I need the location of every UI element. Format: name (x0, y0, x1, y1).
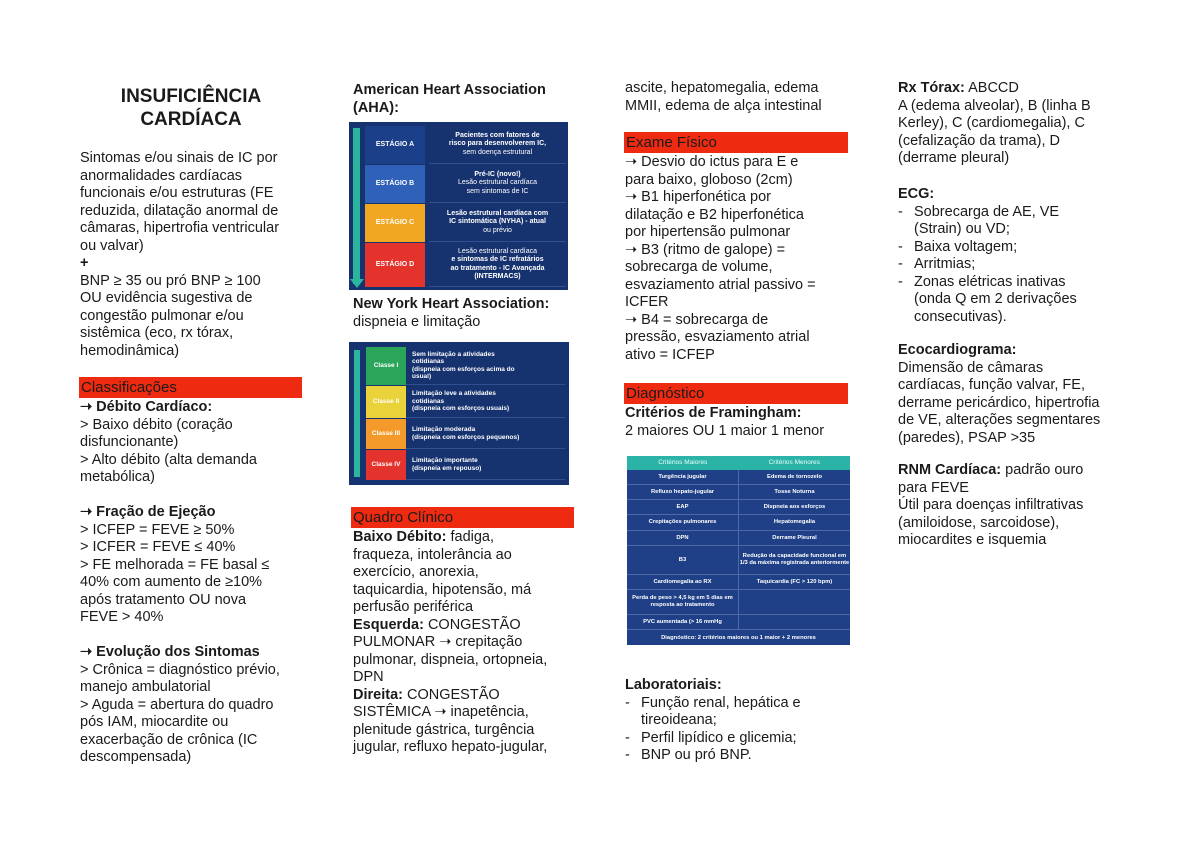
list-item: - Zonas elétricas inativas (onda Q em 2 derivações consecutivas). (898, 274, 1138, 327)
table-row: PVC aumentada (> 16 mmHg (627, 615, 850, 630)
page-title (80, 85, 302, 131)
table-row: B3 Redução da capacidade funcional em 1/3 da máxima registrada anteriormente (627, 546, 850, 575)
nyha-title: New York Heart Association: (353, 296, 550, 312)
list-item: - Baixa voltagem; (898, 239, 1138, 257)
section-header-exame-fisico: Exame Físico (624, 132, 848, 153)
table-row: Refluxo hepato-jugular Tosse Noturna (627, 485, 850, 500)
laboratoriais-title: Laboratoriais: (625, 677, 722, 693)
classificacoes-content: ➝ Débito Cardíaco: > Baixo débito (coração disfuncionante) > Alto débito (alta demanda metabólica) ➝ Fração de Ejeção > ICFEP = FEVE ≥ 50% > ICFER = FEVE ≤ 40% > FE melhorada = FE basal ≤ 40% com aumento de ≥10% após tratamento OU nova FEVE > 40% ➝ Evolução dos Sintomas > Crônica = diagnóstico prévio, manejo ambulatorial > Aguda = abertura do quadro pós IAM, miocardite ou exacerbação de crônica (IC descompensada) (80, 399, 310, 767)
framingham-heading (625, 405, 865, 440)
exame-fisico-content: ➝ Desvio do ictus para E e para baixo, globoso (2cm) ➝ B1 hiperfonética por dilatação e B2 hiperfonética por hipertensão pulmonar ➝ B3 (ritmo de galope) = sobrecarga de volume, esvaziamento atrial passivo = ICFER ➝ B4 = sobrecarga de pressão, esvaziamento atrial ativo = ICFEP (625, 154, 816, 363)
framingham-table (627, 456, 850, 645)
nyha-class-4: Classe IV Limitação importante (dispneia em repouso) (366, 450, 565, 480)
rx-torax-section: Rx Tórax: ABCCD A (edema alveolar), B (linha B Kerley), C (cardiomegalia), C (cefalização da trama), D (derrame pleural) (898, 80, 1091, 166)
ecg-list (898, 204, 1138, 327)
ecocardiograma-section: Ecocardiograma: Dimensão de câmaras cardíacas, função valvar, FE, derrame pericárdico, hipertrofia de VE, alterações segmentares (paredes), PSAP >35 (898, 342, 1138, 447)
laboratoriais-list (625, 695, 865, 765)
framingham-footer: Diagnóstico: 2 critérios maiores ou 1 maior + 2 menores (661, 635, 816, 641)
evolucao-title: ➝ Evolução dos Sintomas (80, 644, 260, 660)
laboratoriais-section (625, 677, 865, 765)
list-item: - Sobrecarga de AE, VE (Strain) ou VD; (898, 204, 1138, 239)
ecg-title: ECG: (898, 186, 935, 202)
nyha-classes-table (349, 342, 569, 485)
quadro-clinico-content: Baixo Débito: fadiga, fraqueza, intolerância ao exercício, anorexia, taquicardia, hipotensão, má perfusão periférica Esquerda: CONGESTÃO PULMONAR ➝ crepitação pulmonar, dispneia, ortopneia, DPN Direita: CONGESTÃO SISTÊMICA ➝ inapetência, plenitude gástrica, turgência jugular, refluxo hepato-jugular, (353, 529, 548, 755)
table-row: Crepitações pulmonares Hepatomegalia (627, 515, 850, 531)
aha-stages-table (349, 122, 568, 290)
table-row: Cardiomegalia ao RX Taquicardia (FC > 120 bpm) (627, 575, 850, 590)
nyha-class-3: Classe III Limitação moderada (dispneia com esforços pequenos) (366, 419, 565, 449)
aha-stage-c: ESTÁGIO C Lesão estrutural cardíaca com IC sintomática (NYHA) - atual ou prévio (365, 204, 566, 242)
table-row: DPN Derrame Pleural (627, 531, 850, 546)
nyha-class-1: Classe I Sem limitação a atividades cotidianas (dispneia com esforços acima do usual) (366, 347, 565, 385)
nyha-subtitle: dispneia e limitação (353, 313, 481, 330)
section-header-classificacoes: Classificações (79, 377, 302, 398)
table-row: Perda de peso > 4,5 kg em 5 dias em resposta ao tratamento (627, 590, 850, 615)
down-arrow-icon (353, 128, 360, 284)
list-item: - BNP ou pró BNP. (625, 747, 865, 765)
framingham-subtitle: 2 maiores OU 1 maior 1 menor (625, 422, 825, 439)
aha-title: American Heart Association (AHA): (353, 82, 546, 116)
list-item: - Função renal, hepática e tireoideana; (625, 695, 865, 730)
eco-title: Ecocardiograma: (898, 342, 1017, 358)
framingham-header: Critérios Maiores Critérios Menores (627, 456, 850, 470)
aha-stage-a: ESTÁGIO A Pacientes com fatores de risco para desenvolverem IC, sem doença estrutural (365, 126, 566, 164)
table-row: EAP Dispneia aos esforços (627, 500, 850, 515)
aha-stage-b: ESTÁGIO B Pré-IC (novo!) Lesão estrutural cardíaca sem sintomas de IC (365, 165, 566, 203)
arrowhead-icon (350, 279, 364, 288)
rnm-section: RNM Cardíaca: padrão ouro para FEVE Útil para doenças infiltrativas (amiloidose, sarcoidose), miocardites e isquemia (898, 462, 1084, 548)
debito-title: ➝ Débito Cardíaco: (80, 399, 213, 415)
title-line-1: INSUFICIÊNCIA (120, 86, 262, 107)
plus-sign: + (80, 255, 89, 271)
nyha-class-2: Classe II Limitação leve a atividades cotidianas (dispneia com esforços usuais) (366, 386, 565, 418)
ecg-section (898, 186, 1138, 326)
list-item: - Perfil lipídico e glicemia; (625, 730, 865, 748)
aha-stage-d: ESTÁGIO D Lesão estrutural cardíaca e sintomas de IC refratários ao tratamento - IC Avançada (INTERMACS) (365, 243, 566, 287)
fracao-title: ➝ Fração de Ejeção (80, 504, 216, 520)
framingham-title: Critérios de Framingham: (625, 405, 802, 421)
quadro-continuation: ascite, hepatomegalia, edema MMII, edema de alça intestinal (625, 80, 822, 114)
nyha-heading (353, 296, 583, 331)
intro-text: Sintomas e/ou sinais de IC por anormalidades cardíacas funcionais e/ou estruturas (FE reduzida, dilatação anormal de câmaras, hipertrofia ventricular ou valvar) + BNP ≥ 35 ou pró BNP ≥ 100 OU evidência sugestiva de congestão pulmonar e/ou sistêmica (eco, rx tórax, hemodinâmica) (80, 150, 310, 360)
down-arrow-icon (354, 350, 360, 477)
list-item: - Arritmias; (898, 256, 1138, 274)
section-header-quadro-clinico: Quadro Clínico (351, 507, 574, 528)
table-row: Turgência jugular Edema de tornozelo (627, 470, 850, 485)
title-line-2: CARDÍACA (140, 109, 242, 130)
section-header-diagnostico: Diagnóstico (624, 383, 848, 404)
